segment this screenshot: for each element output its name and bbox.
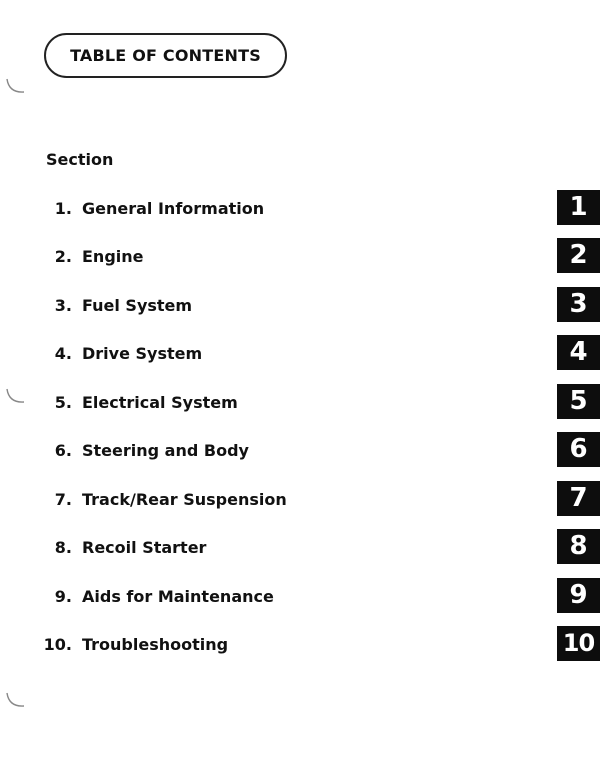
section-number: 9.	[54, 587, 72, 606]
section-tab[interactable]: 1	[557, 190, 600, 225]
section-title[interactable]: General Information	[82, 199, 265, 218]
section-title[interactable]: Engine	[82, 247, 144, 266]
section-heading: Section	[46, 150, 114, 169]
section-tab[interactable]: 4	[557, 335, 600, 370]
page-title: TABLE OF CONTENTS	[70, 46, 261, 65]
toc-entry[interactable]	[0, 580, 600, 611]
toc-entry[interactable]	[0, 631, 600, 659]
section-number: 5.	[54, 393, 72, 412]
section-title[interactable]: Drive System	[82, 344, 203, 363]
section-title[interactable]: Electrical System	[82, 393, 238, 412]
toc-entry[interactable]	[0, 289, 600, 320]
toc-entry[interactable]	[0, 192, 600, 223]
section-title[interactable]: Fuel System	[82, 296, 193, 315]
section-tab[interactable]: 7	[557, 481, 600, 516]
toc-entry[interactable]	[0, 337, 600, 368]
section-tab[interactable]: 2	[557, 238, 600, 273]
section-number: 8.	[54, 538, 72, 557]
section-tab[interactable]: 10	[557, 626, 600, 661]
section-title[interactable]: Track/Rear Suspension	[82, 490, 287, 509]
section-number: 10.	[43, 635, 72, 654]
section-title[interactable]: Recoil Starter	[82, 538, 207, 557]
section-number: 1.	[54, 199, 72, 218]
toc-entry[interactable]	[0, 434, 600, 465]
section-title[interactable]: Aids for Maintenance	[82, 587, 274, 606]
section-tab[interactable]: 9	[557, 578, 600, 613]
section-number: 4.	[54, 344, 72, 363]
section-number: 3.	[54, 296, 72, 315]
section-tab[interactable]: 3	[557, 287, 600, 322]
section-tab[interactable]: 8	[557, 529, 600, 564]
section-number: 7.	[54, 490, 72, 509]
section-tab[interactable]: 5	[557, 384, 600, 419]
section-number: 6.	[54, 441, 72, 460]
toc-entry[interactable]	[0, 240, 600, 271]
toc-entry[interactable]	[0, 386, 600, 417]
section-title[interactable]: Steering and Body	[82, 441, 249, 460]
toc-entry[interactable]	[0, 483, 600, 514]
section-number: 2.	[54, 247, 72, 266]
section-tab[interactable]: 6	[557, 432, 600, 467]
section-title[interactable]: Troubleshooting	[82, 635, 229, 654]
toc-entry[interactable]	[0, 531, 600, 562]
